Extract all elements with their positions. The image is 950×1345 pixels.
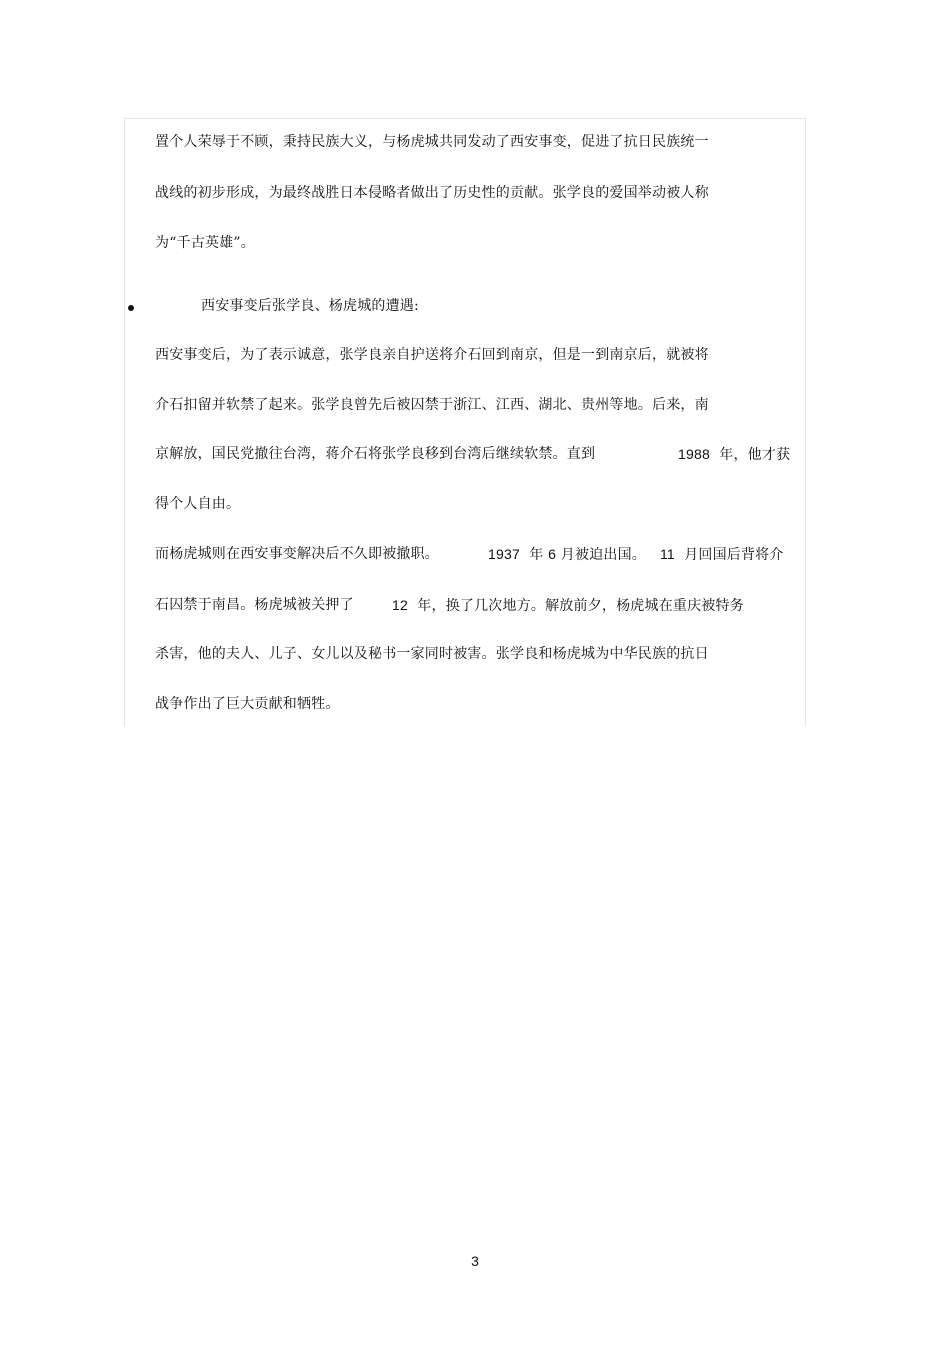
paragraph2-line-1: 西安事变后，为了表示诚意，张学良亲自护送将介石回到南京，但是一到南京后，就被将 (155, 347, 709, 363)
paragraph3-line-2-tail (392, 596, 744, 615)
year-1988: 1988 (678, 446, 710, 462)
paragraph2-line-3-tail (678, 445, 790, 464)
paragraph2-line-3-text-b: 年，他才获 (719, 447, 791, 463)
number-12: 12 (392, 597, 408, 613)
paragraph2-line-4: 得个人自由。 (155, 496, 241, 512)
page-number: 3 (471, 1253, 479, 1269)
year-char: 年 (529, 547, 544, 563)
paragraph3-line-1-text-a: 而杨虎城则在西安事变解决后不久即被撤职。 (155, 546, 439, 562)
month-6: 6 (548, 546, 557, 562)
paragraph2-line-3-text-a: 京解放，国民党撤往台湾，蒋介石将张学良移到台湾后继续软禁。直到 (155, 446, 596, 462)
paragraph3-line-1-text-c: 月被迫出国。 (560, 547, 646, 563)
bullet-icon (128, 305, 134, 311)
paragraph3-line-1 (155, 545, 439, 563)
month-11: 11 (659, 546, 675, 562)
paragraph3-line-3: 杀害，他的夫人、儿子、女儿以及秘书一家同时被害。张学良和杨虎城为中华民族的抗日 (155, 646, 709, 662)
text-line-2: 战线的初步形成，为最终战胜日本侵略者做出了历史性的贡献。张学良的爱国举动被人称 (155, 185, 709, 201)
content-frame (124, 118, 806, 726)
paragraph3-line-2-text-b: 年，换了几次地方。解放前夕，杨虎城在重庆被特务 (417, 598, 744, 614)
paragraph3-line-2 (155, 596, 354, 614)
paragraph2-line-2: 介石扣留并软禁了起来。张学良曾先后被囚禁于浙江、江西、湖北、贵州等地。后来，南 (155, 397, 709, 413)
section-heading: 西安事变后张学良、杨虎城的遭遇: (201, 298, 419, 314)
paragraph3-line-4: 战争作出了巨大贡献和牺牲。 (155, 696, 340, 712)
paragraph3-line-2-text-a: 石囚禁于南昌。杨虎城被关押了 (155, 597, 354, 613)
year-1937: 1937 (488, 546, 520, 562)
text-line-1: 置个人荣辱于不顾，秉持民族大义，与杨虎城共同发动了西安事变，促进了抗日民族统一 (155, 134, 709, 150)
paragraph3-line-1-tail (488, 545, 784, 564)
paragraph3-line-1-text-d: 月回国后背将介 (684, 547, 784, 563)
text-line-3: 为“千古英雄”。 (155, 235, 255, 251)
paragraph2-line-3 (155, 445, 595, 463)
